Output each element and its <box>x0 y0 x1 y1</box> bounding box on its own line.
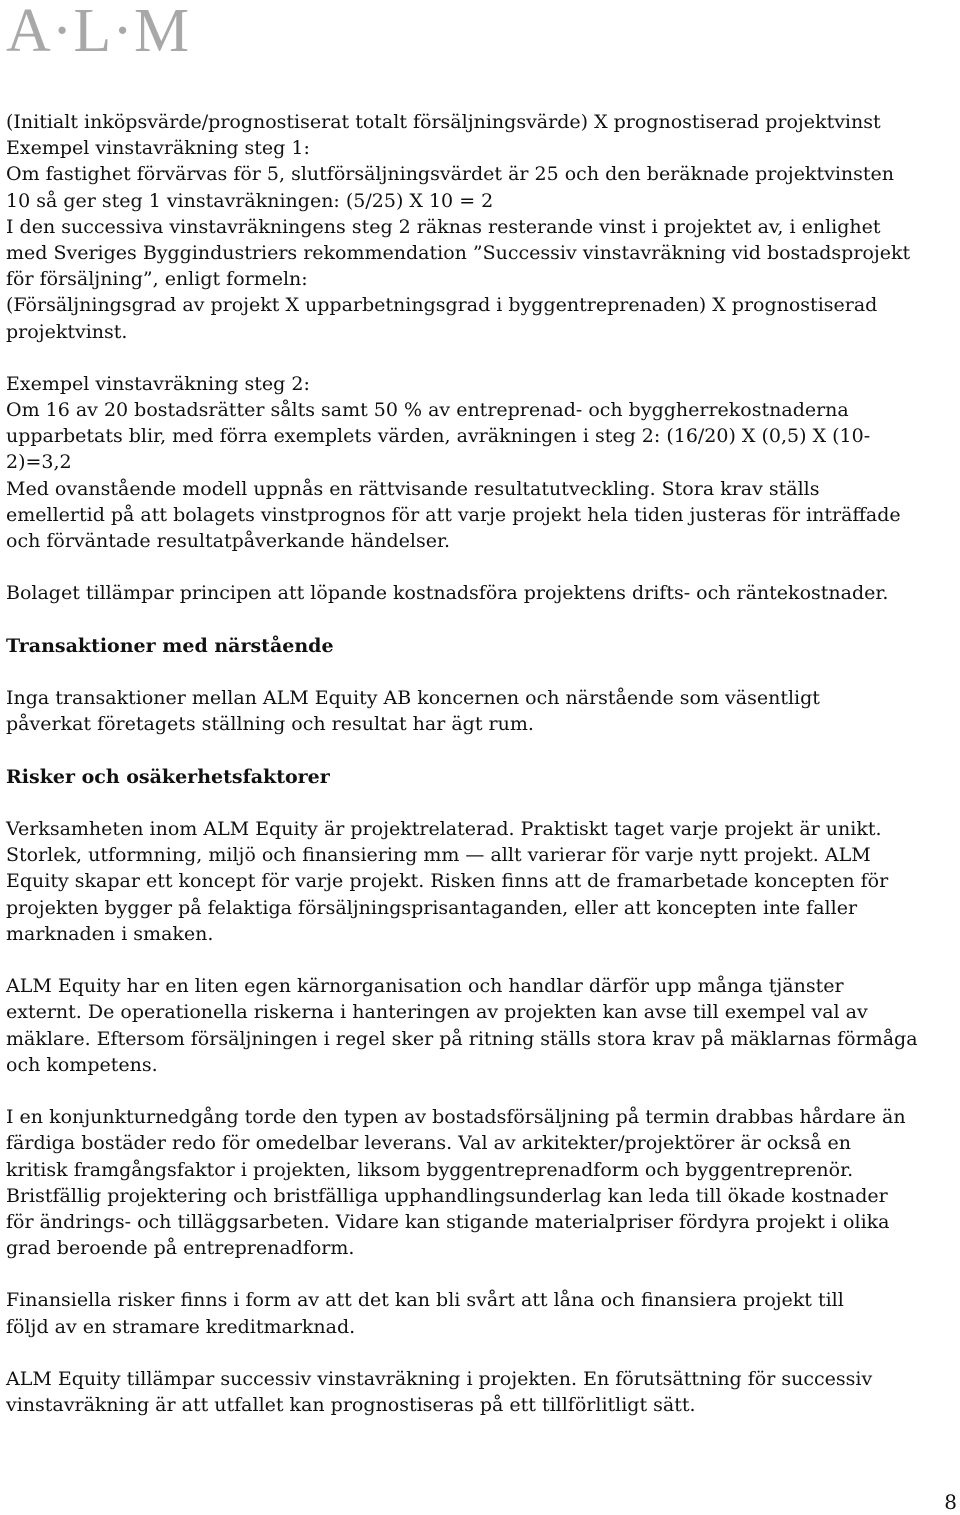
paragraph-risks-3 <box>6 1104 960 1261</box>
paragraph-gap <box>6 554 960 580</box>
paragraph-risks-2 <box>6 973 960 1078</box>
paragraph-gap <box>6 738 960 764</box>
text-line: med Sveriges Byggindustriers rekommendation ”Successiv vinstavräkning vid bostadsprojekt <box>6 241 911 264</box>
paragraph-gap <box>6 1340 960 1366</box>
paragraph-gap <box>6 345 960 371</box>
text-line: kritisk framgångsfaktor i projekten, liksom byggentreprenadform och byggentreprenör. <box>6 1158 854 1181</box>
paragraph-gap <box>6 947 960 973</box>
text-line: Bolaget tillämpar principen att löpande kostnadsföra projektens drifts- och räntekostnader. <box>6 582 889 605</box>
paragraph-gap <box>6 790 960 816</box>
text-line: för försäljning”, enligt formeln: <box>6 268 308 291</box>
text-line: Inga transaktioner mellan ALM Equity AB koncernen och närstående som väsentligt <box>6 687 820 710</box>
text-line: projekten bygger på felaktiga försäljningsprisantaganden, eller att koncepten inte faller <box>6 896 858 919</box>
heading-related-party-transactions: Transaktioner med närstående <box>6 634 334 657</box>
text-line: Bristfällig projektering och bristfälliga upphandlingsunderlag kan leda till ökade kostnader <box>6 1184 888 1207</box>
paragraph-gap <box>6 1078 960 1104</box>
text-line: Exempel vinstavräkning steg 2: <box>6 372 310 395</box>
text-line: påverkat företagets ställning och resultat har ägt rum. <box>6 713 534 736</box>
paragraph-related-party <box>6 685 960 737</box>
text-line: (Försäljningsgrad av projekt X upparbetningsgrad i byggentreprenaden) X prognostiserad <box>6 294 878 317</box>
text-line: Storlek, utformning, miljö och finansiering mm — allt varierar för varje nytt projekt. ALM <box>6 844 871 867</box>
page-number: 8 <box>944 1490 957 1514</box>
paragraph-profit-recognition-step2 <box>6 371 960 554</box>
text-line: vinstavräkning är att utfallet kan prognostiseras på ett tillförlitligt sätt. <box>6 1394 696 1417</box>
text-line: Verksamheten inom ALM Equity är projektrelaterad. Praktiskt taget varje projekt är unikt. <box>6 818 882 841</box>
text-line: och kompetens. <box>6 1053 158 1076</box>
text-line: ALM Equity har en liten egen kärnorganisation och handlar därför upp många tjänster <box>6 975 844 998</box>
text-line: Om fastighet förvärvas för 5, slutförsäljningsvärdet är 25 och den beräknade projektvinsten <box>6 163 894 186</box>
text-line: upparbetats blir, med förra exemplets värden, avräkningen i steg 2: (16/20) X (0,5) X (10- <box>6 425 871 448</box>
text-line: externt. De operationella riskerna i hanteringen av projekten kan avse till exempel val av <box>6 1001 868 1024</box>
text-line: emellertid på att bolagets vinstprognos för att varje projekt hela tiden justeras för inträffade <box>6 503 901 526</box>
document-body <box>6 109 960 1418</box>
paragraph-risks-5 <box>6 1366 960 1418</box>
text-line: 10 så ger steg 1 vinstavräkningen: (5/25) X 10 = 2 <box>6 189 494 212</box>
alm-logo: A·L·M <box>6 0 191 65</box>
paragraph-gap <box>6 659 960 685</box>
paragraph-operating-costs <box>6 580 960 606</box>
text-line: marknaden i smaken. <box>6 922 214 945</box>
paragraph-gap <box>6 607 960 633</box>
heading-risks: Risker och osäkerhetsfaktorer <box>6 765 330 788</box>
text-line: färdiga bostäder redo för omedelbar leverans. Val av arkitekter/projektörer är också en <box>6 1132 851 1155</box>
text-line: och förväntade resultatpåverkande händelser. <box>6 530 450 552</box>
text-line: följd av en stramare kreditmarknad. <box>6 1315 356 1338</box>
paragraph-profit-recognition-step1 <box>6 109 960 345</box>
paragraph-gap <box>6 1261 960 1287</box>
paragraph-risks-4 <box>6 1287 960 1339</box>
text-line: Equity skapar ett koncept för varje projekt. Risken finns att de framarbetade koncepten för <box>6 870 889 893</box>
text-line: Med ovanstående modell uppnås en rättvisande resultatutveckling. Stora krav ställs <box>6 477 820 500</box>
text-line: mäklare. Eftersom försäljningen i regel sker på ritning ställs stora krav på mäklarnas förmåga <box>6 1027 918 1050</box>
text-line: Exempel vinstavräkning steg 1: <box>6 137 310 160</box>
text-line: ALM Equity tillämpar successiv vinstavräkning i projekten. En förutsättning för successiv <box>6 1368 873 1390</box>
text-line: grad beroende på entreprenadform. <box>6 1237 355 1260</box>
text-line: I den successiva vinstavräkningens steg 2 räknas resterande vinst i projektet av, i enlighet <box>6 215 881 238</box>
text-line: för ändrings- och tilläggsarbeten. Vidare kan stigande materialpriser fördyra projekt i olika <box>6 1210 890 1233</box>
text-line: (Initialt inköpsvärde/prognostiserat totalt försäljningsvärde) X prognostiserad projektvinst <box>6 111 881 133</box>
text-line: projektvinst. <box>6 320 128 343</box>
text-line: Om 16 av 20 bostadsrätter sålts samt 50 % av entreprenad- och byggherrekostnaderna <box>6 399 849 422</box>
text-line: I en konjunkturnedgång torde den typen av bostadsförsäljning på termin drabbas hårdare än <box>6 1106 906 1129</box>
text-line: Finansiella risker finns i form av att det kan bli svårt att låna och finansiera projekt till <box>6 1289 844 1312</box>
text-line: 2)=3,2 <box>6 451 72 474</box>
paragraph-risks-1 <box>6 816 960 947</box>
